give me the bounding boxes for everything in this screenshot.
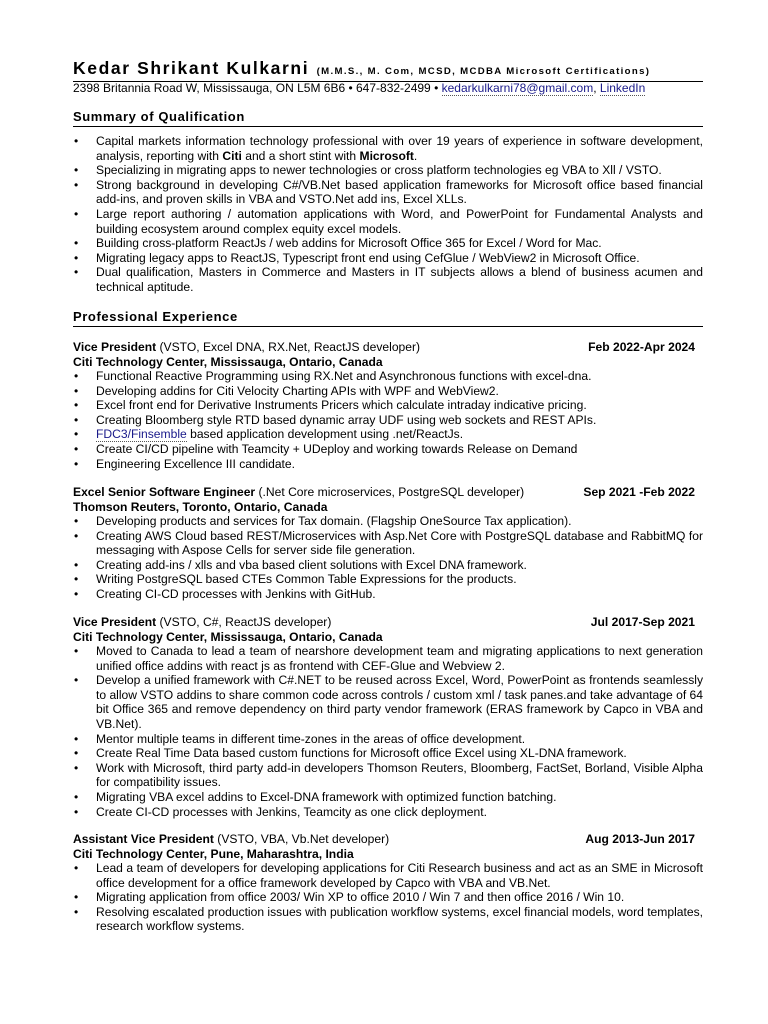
job-tech: (VSTO, Excel DNA, RX.Net, ReactJS developer) <box>156 340 421 354</box>
contact-separator: , <box>593 81 597 95</box>
summary-item: • Specializing in migrating apps to newer technologies or cross platform technologies eg VBA to Xll / VSTO. <box>73 163 703 178</box>
job-bullet: • Create CI/CD pipeline with Teamcity + UDeploy and working towards Release on Demand <box>73 442 703 457</box>
job-bullets <box>73 861 703 934</box>
job-dates: Feb 2022-Apr 2024 <box>588 340 695 354</box>
job-header <box>73 615 703 630</box>
summary-item: • Capital markets information technology professional with over 19 years of experience in software development, analysis, reporting with Citi and a short stint with Microsoft. <box>73 134 703 163</box>
job-bullets <box>73 514 703 602</box>
job-bullets <box>73 369 703 471</box>
experience-heading: Professional Experience <box>73 309 238 324</box>
email-link[interactable]: kedarkulkarni78@gmail.com <box>441 81 594 95</box>
job-bullet: • Mentor multiple teams in different time-zones in the areas of office development. <box>73 732 703 747</box>
resume-header <box>73 58 650 79</box>
job-bullet: • Developing addins for Citi Velocity Charting APIs with WPF and WebView2. <box>73 384 703 399</box>
experience-divider <box>73 326 703 327</box>
job-bullet: • Migrating application from office 2003/ Win XP to office 2010 / Win 7 and then office 2016 / Win 10. <box>73 890 703 905</box>
linkedin-link[interactable]: LinkedIn <box>599 81 646 95</box>
summary-item: • Building cross-platform ReactJs / web addins for Microsoft Office 365 for Excel / Word for Mac. <box>73 236 703 251</box>
job-header <box>73 832 703 847</box>
job-entry <box>73 832 703 934</box>
job-bullet: • Engineering Excellence III candidate. <box>73 457 703 472</box>
job-bullet: • Work with Microsoft, third party add-in developers Thomson Reuters, Bloomberg, FactSet, Borland, Visible Alpha for compatibility issues. <box>73 761 703 790</box>
job-bullet: • Migrating VBA excel addins to Excel-DNA framework with optimized function batching. <box>73 790 703 805</box>
job-entry <box>73 340 703 471</box>
job-bullet: • FDC3/Finsemble based application development using .net/ReactJs. <box>73 427 703 442</box>
job-bullet: • Create CI-CD processes with Jenkins, Teamcity as one click deployment. <box>73 805 703 820</box>
job-entry <box>73 485 703 602</box>
job-organization: Citi Technology Center, Mississauga, Ontario, Canada <box>73 355 383 369</box>
job-dates: Aug 2013-Jun 2017 <box>585 832 695 846</box>
job-bullet: • Creating Bloomberg style RTD based dynamic array UDF using web sockets and REST APIs. <box>73 413 703 428</box>
job-bullet: • Moved to Canada to lead a team of nearshore development team and migrating applications to next generation unified office addins with react js as frontend with CEF-Glue and Webview 2. <box>73 644 703 673</box>
job-tech: (VSTO, VBA, Vb.Net developer) <box>213 832 390 846</box>
fdc3-finsemble-link[interactable]: FDC3/Finsemble <box>96 427 187 442</box>
job-bullet: • Resolving escalated production issues with publication workflow systems, excel financial models, word templates, research workflow systems. <box>73 905 703 934</box>
job-tech: (VSTO, C#, ReactJS developer) <box>156 615 332 629</box>
job-title: Vice President <box>73 615 157 629</box>
job-header <box>73 485 703 500</box>
summary-item: • Strong background in developing C#/VB.Net based application frameworks for Microsoft office based financial add-ins, and proven skills in VBA and VSTO.Net add ins, Excel XLLs. <box>73 178 703 207</box>
job-title: Excel Senior Software Engineer <box>73 485 256 499</box>
summary-item: • Dual qualification, Masters in Commerce and Masters in IT subjects allows a blend of business acumen and technical aptitude. <box>73 265 703 294</box>
contact-address: 2398 Britannia Road W, Mississauga, ON L5M 6B6 • 647-832-2499 • <box>73 81 439 95</box>
job-title: Assistant Vice President <box>73 832 214 846</box>
job-organization: Citi Technology Center, Pune, Maharashtra, India <box>73 847 354 861</box>
job-dates: Sep 2021 -Feb 2022 <box>583 485 695 499</box>
job-bullets <box>73 644 703 819</box>
summary-item: • Large report authoring / automation applications with Word, and PowerPoint for Fundamental Analysts and building ecosystem around complex equity excel models. <box>73 207 703 236</box>
job-organization: Thomson Reuters, Toronto, Ontario, Canada <box>73 500 328 514</box>
job-entry <box>73 615 703 819</box>
job-bullet: • Developing products and services for Tax domain. (Flagship OneSource Tax application). <box>73 514 703 529</box>
job-bullet: • Writing PostgreSQL based CTEs Common Table Expressions for the products. <box>73 572 703 587</box>
job-tech: (.Net Core microservices, PostgreSQL developer) <box>255 485 525 499</box>
job-bullet: • Develop a unified framework with C#.NET to be reused across Excel, Word, PowerPoint as frontends seamlessly to allow VSTO addins to share common code across controls / custom xml / task panes.and take advantage of 64 bit Office 365 and remove dependency on third party vendor framework (ERAS framework by Capco in VBA and VB.Net). <box>73 673 703 731</box>
job-bullet: • Creating AWS Cloud based REST/Microservices with Asp.Net Core with PostgreSQL database and RabbitMQ for messaging with Aspose Cells for server side file generation. <box>73 529 703 558</box>
job-dates: Jul 2017-Sep 2021 <box>590 615 695 629</box>
job-bullet: • Creating CI-CD processes with Jenkins with GitHub. <box>73 587 703 602</box>
job-organization: Citi Technology Center, Mississauga, Ontario, Canada <box>73 630 383 644</box>
job-bullet: • Creating add-ins / xlls and vba based client solutions with Excel DNA framework. <box>73 558 703 573</box>
job-bullet: • Lead a team of developers for developing applications for Citi Research business and act as an SME in Microsoft office development for a office framework developed by Capco with VBA and VB.Net. <box>73 861 703 890</box>
summary-item: • Migrating legacy apps to ReactJS, Typescript front end using CefGlue / WebView2 in Microsoft Office. <box>73 251 703 266</box>
contact-line <box>73 80 645 96</box>
candidate-name: Kedar Shrikant Kulkarni <box>73 58 310 78</box>
job-title: Vice President <box>73 340 157 354</box>
job-bullet: • Excel front end for Derivative Instruments Pricers which calculate intraday indicative pricing. <box>73 398 703 413</box>
job-header <box>73 340 703 355</box>
candidate-qualifications: (M.M.S., M. Com, MCSD, MCDBA Microsoft Certifications) <box>316 66 651 77</box>
summary-divider <box>73 126 703 127</box>
job-bullet: • Create Real Time Data based custom functions for Microsoft office Excel using XL-DNA framework. <box>73 746 703 761</box>
summary-list <box>73 134 703 295</box>
job-bullet: • Functional Reactive Programming using RX.Net and Asynchronous functions with excel-dna. <box>73 369 703 384</box>
summary-heading: Summary of Qualification <box>73 109 245 124</box>
